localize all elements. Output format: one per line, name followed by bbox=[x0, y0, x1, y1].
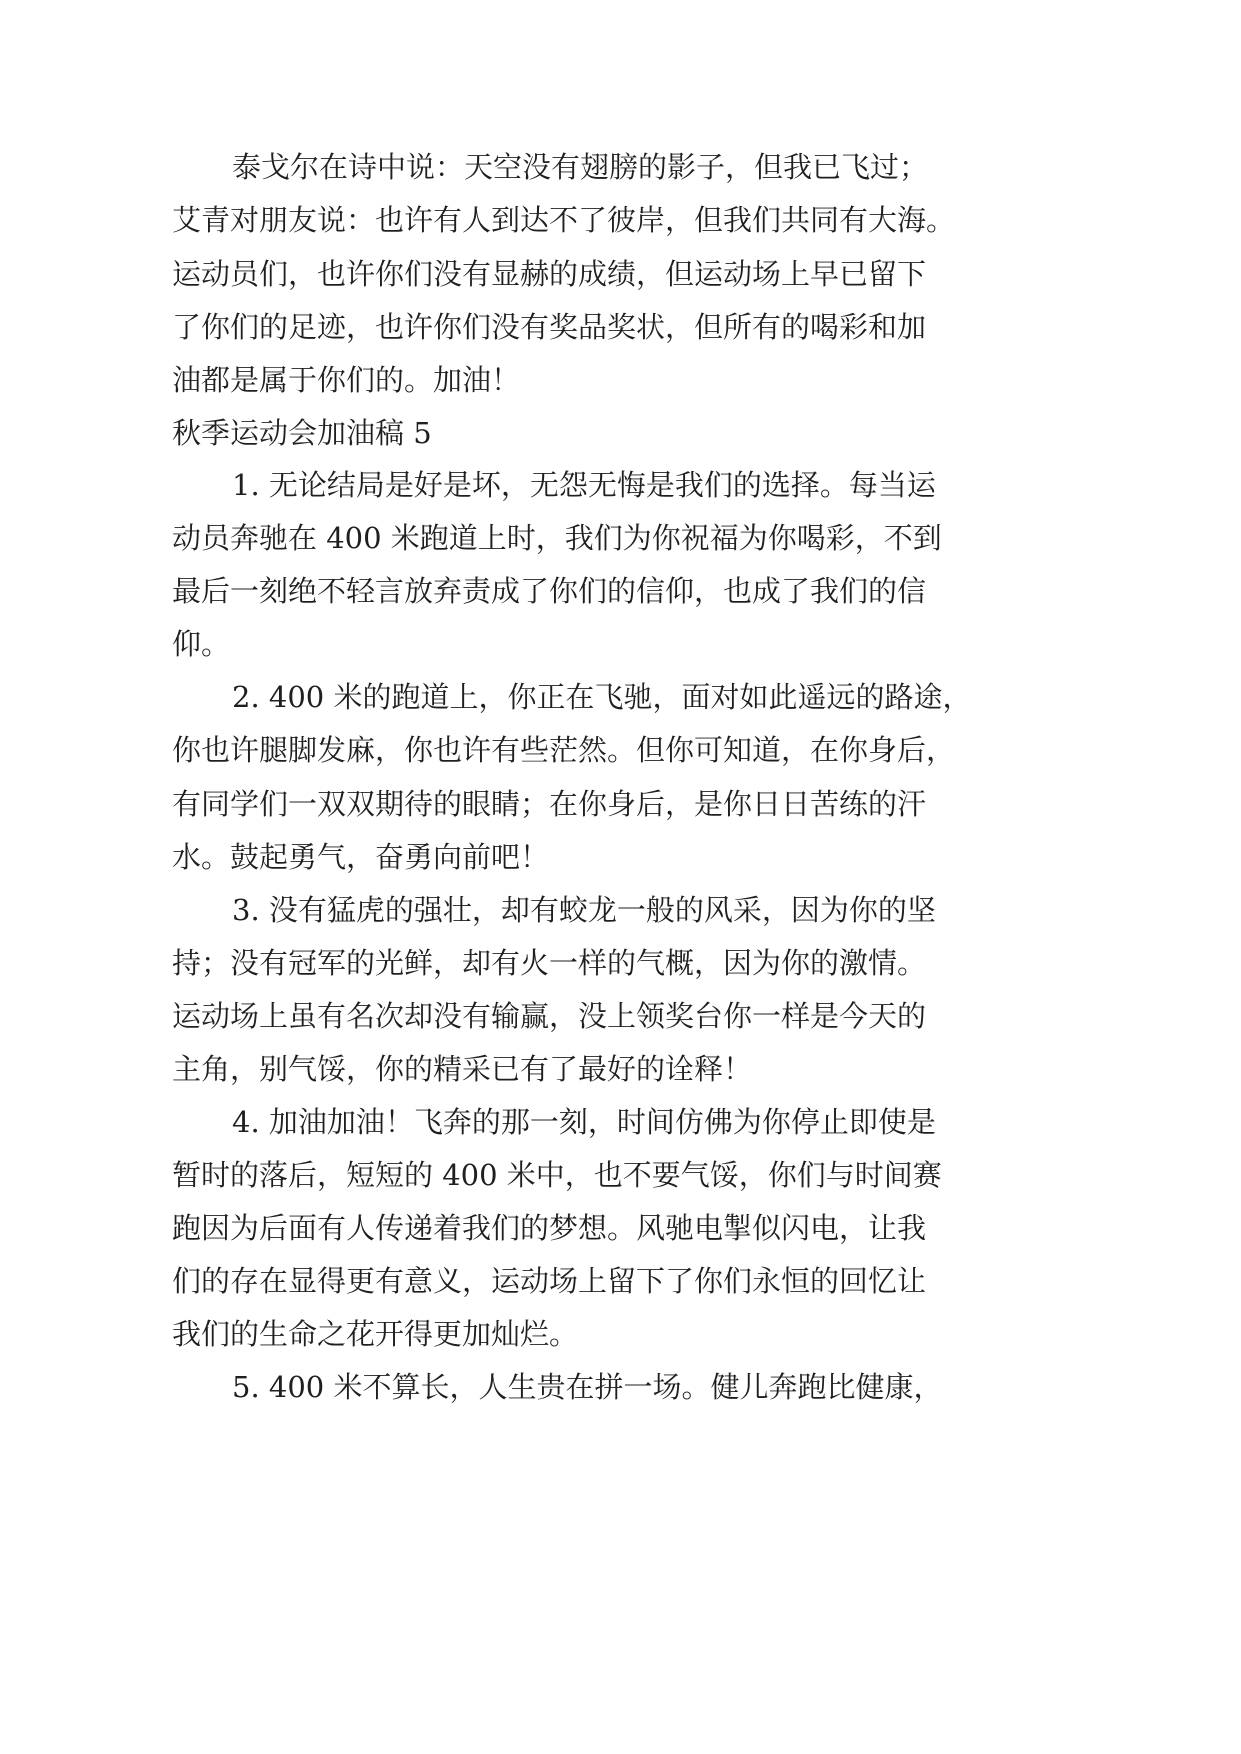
paragraph-line: 艾青对朋友说：也许有人到达不了彼岸，但我们共同有大海。 bbox=[172, 203, 956, 237]
paragraph-line: 你也许腿脚发麻，你也许有些茫然。但你可知道，在你身后， bbox=[172, 733, 956, 767]
paragraph-line: 油都是属于你们的。加油！ bbox=[172, 363, 521, 397]
paragraph-line: 4. 加油加油！飞奔的那一刻，时间仿佛为你停止即使是 bbox=[232, 1105, 936, 1139]
paragraph-line: 暂时的落后，短短的 400 米中，也不要气馁，你们与时间赛 bbox=[172, 1158, 942, 1192]
paragraph-line: 5. 400 米不算长，人生贵在拼一场。健儿奔跑比健康， bbox=[232, 1370, 943, 1404]
paragraph-line: 有同学们一双双期待的眼睛；在你身后，是你日日苦练的汗 bbox=[172, 787, 927, 821]
paragraph-line: 了你们的足迹，也许你们没有奖品奖状，但所有的喝彩和加 bbox=[172, 310, 927, 344]
paragraph-line: 泰戈尔在诗中说：天空没有翅膀的影子，但我已飞过； bbox=[232, 150, 929, 184]
paragraph-line: 动员奔驰在 400 米跑道上时，我们为你祝福为你喝彩，不到 bbox=[172, 521, 942, 555]
paragraph-line: 水。鼓起勇气，奋勇向前吧！ bbox=[172, 840, 550, 874]
paragraph-line: 们的存在显得更有意义，运动场上留下了你们永恒的回忆让 bbox=[172, 1264, 927, 1298]
paragraph-line: 仰。 bbox=[172, 627, 231, 661]
paragraph-line: 2. 400 米的跑道上，你正在飞驰，面对如此遥远的路途， bbox=[232, 680, 972, 714]
paragraph-line: 最后一刻绝不轻言放弃责成了你们的信仰，也成了我们的信 bbox=[172, 574, 927, 608]
section-heading: 秋季运动会加油稿 5 bbox=[172, 416, 432, 450]
paragraph-line: 我们的生命之花开得更加灿烂。 bbox=[172, 1317, 579, 1351]
paragraph-line: 主角，别气馁，你的精采已有了最好的诠释！ bbox=[172, 1052, 753, 1086]
paragraph-line: 运动员们，也许你们没有显赫的成绩，但运动场上早已留下 bbox=[172, 257, 927, 291]
paragraph-line: 持；没有冠军的光鲜，却有火一样的气概，因为你的激情。 bbox=[172, 946, 927, 980]
paragraph-line: 1. 无论结局是好是坏，无怨无悔是我们的选择。每当运 bbox=[232, 468, 936, 502]
paragraph-line: 跑因为后面有人传递着我们的梦想。风驰电掣似闪电，让我 bbox=[172, 1211, 927, 1245]
paragraph-line: 3. 没有猛虎的强壮，却有蛟龙一般的风采，因为你的坚 bbox=[232, 893, 936, 927]
paragraph-line: 运动场上虽有名次却没有输赢，没上领奖台你一样是今天的 bbox=[172, 999, 927, 1033]
